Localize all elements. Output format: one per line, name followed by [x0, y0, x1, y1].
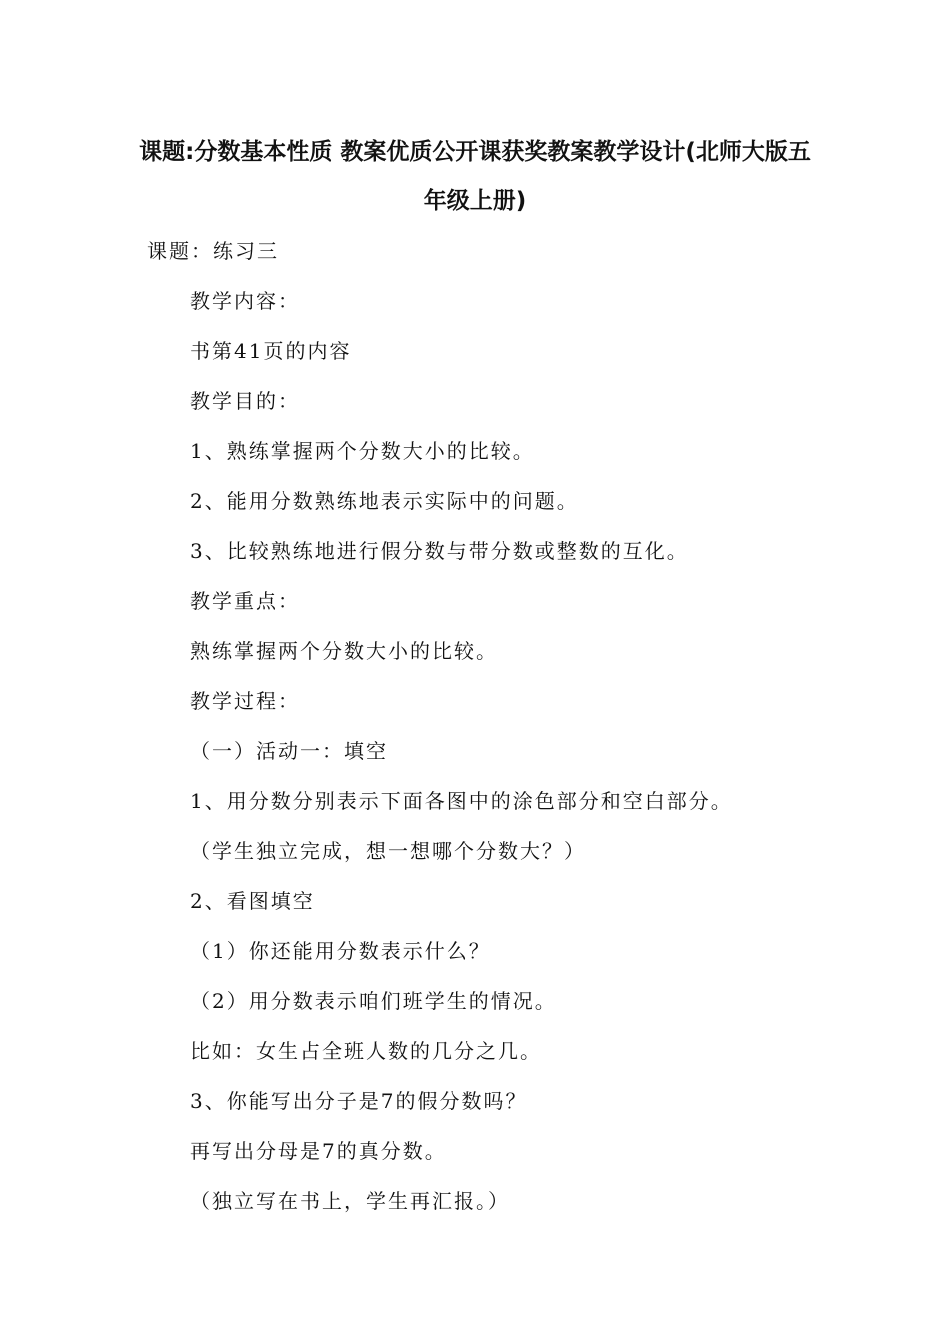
paragraph: 再写出分母是7的真分数。 [190, 1139, 447, 1163]
list-item: 2、能用分数熟练地表示实际中的问题。 [190, 489, 579, 513]
paragraph: （学生独立完成，想一想哪个分数大？） [190, 839, 586, 863]
list-item: （2）用分数表示咱们班学生的情况。 [190, 989, 557, 1013]
list-item: 3、你能写出分子是7的假分数吗？ [190, 1089, 528, 1113]
list-item: 1、用分数分别表示下面各图中的涂色部分和空白部分。 [190, 789, 733, 813]
list-item: 3、比较熟练地进行假分数与带分数或整数的互化。 [190, 539, 689, 563]
list-item: 1、熟练掌握两个分数大小的比较。 [190, 439, 535, 463]
section-heading-process: 教学过程： [190, 689, 300, 713]
section-heading-keypoints: 教学重点： [190, 589, 300, 613]
list-item: 2、看图填空 [190, 889, 315, 913]
subsection-heading: （一）活动一：填空 [190, 739, 388, 763]
paragraph: （独立写在书上，学生再汇报。） [190, 1189, 510, 1213]
lesson-topic: 课题：练习三 [147, 239, 279, 263]
paragraph: 书第41页的内容 [190, 339, 352, 363]
list-item: （1）你还能用分数表示什么？ [190, 939, 491, 963]
document-title-line-2: 年级上册) [423, 188, 527, 214]
paragraph: 熟练掌握两个分数大小的比较。 [190, 639, 498, 663]
section-heading-objectives: 教学目的： [190, 389, 300, 413]
section-heading-content: 教学内容： [190, 289, 300, 313]
paragraph: 比如：女生占全班人数的几分之几。 [190, 1039, 542, 1063]
document-title-line-1: 课题:分数基本性质 教案优质公开课获奖教案教学设计(北师大版五 [139, 139, 811, 165]
